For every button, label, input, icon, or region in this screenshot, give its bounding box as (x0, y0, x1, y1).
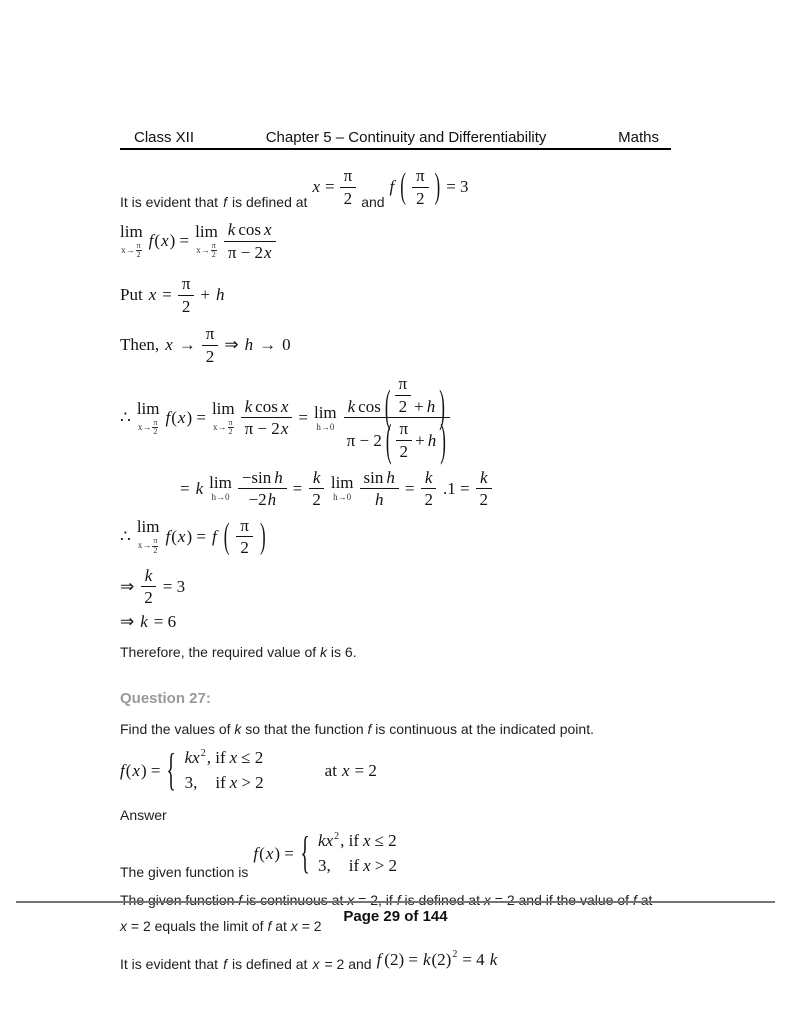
var-h: h (274, 467, 283, 487)
implies-symbol: ⇒ (120, 576, 135, 596)
equation-limit-equals-f (120, 516, 671, 558)
var-f: f (211, 526, 217, 546)
var-f: f (632, 892, 637, 909)
text-fragment: Therefore, the required value of (120, 643, 317, 660)
equation-limit-fx (120, 220, 671, 262)
var-f: f (223, 955, 227, 972)
close-paren-equals: ) = (274, 843, 294, 863)
close-paren-equals: ) = (140, 760, 161, 780)
therefore-symbol: ∴ (120, 526, 131, 546)
numerator-pi: π (236, 516, 253, 538)
limit-operator (120, 223, 143, 260)
conclusion-statement (120, 642, 671, 664)
var-x: x (290, 917, 298, 934)
denominator-2: 2 (211, 250, 216, 260)
math-x-equals-pi-over-2 (312, 166, 356, 208)
limit-subscript-h0 (211, 493, 229, 502)
var-x: x (161, 231, 169, 251)
numerator-pi: π (202, 324, 219, 346)
var-x: x (177, 526, 186, 546)
three-comma: 3, (184, 773, 198, 793)
superscript-2: 2 (200, 747, 206, 759)
fraction-k-2 (140, 566, 157, 608)
open-paren: ( (171, 407, 177, 427)
answer-label: Answer (120, 807, 167, 824)
close-paren-equals: ) = (186, 526, 206, 546)
kx-term: kx (184, 748, 200, 768)
open-paren: ( (400, 166, 406, 206)
gt-2: > 2 (374, 856, 398, 876)
denominator-pi-minus-2x (241, 418, 293, 439)
equation-then-limit (120, 324, 671, 366)
numerator-sin-h (360, 468, 399, 490)
then-word: Then, (120, 335, 160, 355)
comma-if: , if (206, 748, 226, 768)
lim-word: lim (136, 398, 160, 418)
var-f: f (165, 407, 171, 427)
close-paren: ) (259, 515, 266, 556)
var-x: x (265, 843, 274, 863)
fraction-kcosx (241, 397, 293, 439)
denominator-2: 2 (240, 538, 249, 558)
numerator-pi: π (340, 166, 357, 188)
sin-word: sin (363, 467, 384, 487)
numerator-k: k (476, 468, 492, 490)
lim-word: lim (209, 473, 232, 493)
close-paren-equals: ) = (169, 231, 190, 251)
var-f: f (238, 892, 243, 909)
tiny-fraction-pi-2 (152, 419, 158, 437)
var-h: h (426, 396, 436, 416)
big-numerator (344, 374, 450, 432)
paren-2-equals: (2) = (384, 949, 418, 969)
math-f2-equals-4k (377, 950, 498, 970)
header-chapter-title: Chapter 5 – Continuity and Differentiability (265, 129, 547, 146)
text-fragment: It is evident that (120, 194, 219, 211)
piecewise-function (253, 826, 398, 879)
denominator-2: 2 (205, 346, 215, 366)
denominator-2: 2 (343, 188, 353, 208)
open-paren: ( (125, 760, 132, 780)
leq-2: ≤ 2 (241, 748, 264, 768)
limit-subscript-h0 (316, 423, 334, 432)
page-content (0, 129, 791, 972)
numerator-pi: π (153, 417, 158, 427)
open-paren: ( (259, 843, 265, 863)
kx-squared-comma-if (185, 748, 226, 768)
equals: = (180, 478, 190, 498)
implies-symbol: ⇒ (120, 611, 135, 631)
numerator-k: k (421, 468, 437, 490)
equals-3: = 3 (162, 576, 186, 596)
evident-statement-1 (120, 166, 671, 210)
numerator-minus-sin-h (238, 468, 287, 490)
text-fragment: and (361, 194, 385, 211)
open-paren: ( (384, 380, 391, 432)
limit-operator-h (331, 474, 354, 502)
arrow: → (259, 335, 277, 355)
close-paren: ) (439, 380, 445, 432)
equals: = (162, 285, 172, 305)
limit-subscript (213, 419, 234, 437)
zero: 0 (282, 335, 291, 355)
h-to-zero: h→0 (211, 492, 230, 503)
plus: + (414, 396, 424, 416)
piecewise-definition-row (120, 743, 671, 796)
var-x: x (363, 856, 371, 876)
var-x: x (229, 773, 238, 793)
kx-squared-comma-if (318, 831, 359, 851)
case-row-2 (318, 856, 397, 876)
fraction-kcosx (224, 220, 276, 262)
var-f: f (389, 177, 395, 197)
minus-2: −2 (248, 490, 267, 510)
lim-word: lim (330, 473, 354, 493)
var-k: k (227, 220, 236, 240)
case-row-1 (185, 748, 264, 768)
piecewise-cases (185, 748, 264, 793)
text-fragment: is continuous at the indicated point. (375, 720, 594, 737)
denominator-2: 2 (228, 426, 233, 436)
therefore-symbol: ∴ (120, 407, 131, 427)
var-x: x (341, 760, 350, 780)
h-to-zero: h→0 (333, 492, 352, 503)
denominator-h: h (374, 490, 384, 510)
var-x: x (312, 177, 320, 197)
question-statement (120, 719, 671, 741)
limit-subscript (196, 242, 217, 260)
minus-sin: −sin (241, 467, 272, 487)
cos-word: cos (238, 220, 262, 240)
pi-minus-2: π − 2 (346, 430, 382, 450)
close-paren-equals: ) = (186, 407, 206, 427)
fraction-k-2 (420, 468, 437, 510)
plus: + (415, 430, 425, 450)
text-fragment: Find the values of (120, 720, 231, 737)
big-denominator (343, 414, 451, 466)
equation-k-limit-evaluation (180, 468, 671, 510)
denominator-2: 2 (312, 490, 321, 510)
f-of-x-equals (253, 844, 293, 864)
denominator-2: 2 (399, 442, 409, 462)
var-f: f (367, 720, 372, 737)
numerator-pi: π (153, 536, 158, 546)
put-word: Put (120, 285, 143, 305)
lim-word: lim (313, 402, 337, 422)
plus: + (200, 285, 211, 305)
x-arrow: x→ (137, 540, 152, 551)
text-fragment: = 2 and (324, 955, 372, 972)
cos-word: cos (358, 396, 381, 416)
equals-2: = 2 (354, 760, 377, 780)
var-f: f (223, 194, 227, 211)
text-fragment: = 2 equals the limit of (130, 917, 264, 934)
numerator-k: k (141, 566, 157, 588)
var-k: k (320, 643, 328, 660)
numerator-pi: π (412, 166, 429, 188)
dot-one-equals: .1 = (442, 478, 470, 498)
page-footer (16, 901, 775, 925)
text-fragment: so that the function (245, 720, 364, 737)
superscript-2: 2 (334, 830, 340, 842)
text-fragment: is defined at (231, 955, 308, 972)
limit-operator (212, 400, 235, 437)
minus-2h (248, 490, 276, 510)
var-k: k (347, 396, 356, 416)
page-number: Page 29 of 144 (343, 908, 448, 925)
var-h: h (244, 335, 254, 355)
numerator-pi: π (136, 240, 141, 250)
open-paren: ( (154, 231, 161, 251)
fraction-pi-2 (395, 374, 412, 416)
denominator-minus-2h (244, 489, 280, 510)
var-f: f (165, 526, 171, 546)
gt-2: > 2 (241, 773, 264, 793)
tiny-fraction-pi-2 (228, 419, 234, 437)
brace: { (300, 826, 310, 879)
superscript-2: 2 (452, 949, 458, 961)
k-2-squared (423, 950, 457, 970)
case-row-1 (318, 831, 397, 851)
numerator-pi: π (395, 374, 412, 396)
equals: = (404, 478, 415, 498)
f-of-x-equals (149, 231, 189, 251)
given-function-row (120, 826, 671, 881)
numerator-pi: π (211, 240, 216, 250)
equals-3: = 3 (446, 177, 469, 197)
var-k: k (489, 949, 498, 969)
fraction-pi-2 (396, 419, 413, 461)
denominator-2: 2 (479, 490, 489, 510)
fraction-msinh (238, 468, 287, 510)
math-f-pi-2-equals-3 (390, 166, 469, 208)
pi-minus-2x (245, 419, 289, 439)
var-k: k (140, 611, 148, 631)
big-fraction (343, 374, 451, 466)
numerator-pi: π (396, 419, 413, 441)
text-fragment: The given function is (120, 864, 249, 881)
text-fragment: is defined at (231, 194, 308, 211)
limit-subscript (138, 419, 159, 437)
limit-subscript-h0 (333, 493, 351, 502)
var-x: x (280, 396, 289, 416)
var-x: x (263, 242, 272, 262)
var-h: h (267, 490, 277, 510)
open-paren: ( (223, 515, 230, 556)
equation-limit-expansion (120, 374, 671, 466)
fraction-pi-2 (178, 274, 195, 316)
case-row-2 (185, 773, 264, 793)
var-x: x (483, 892, 491, 909)
numerator-pi: π (178, 274, 195, 296)
x-arrow: x→ (137, 421, 152, 432)
three-comma: 3, (318, 856, 331, 876)
equals: = (292, 478, 303, 498)
var-x: x (165, 335, 173, 355)
denominator-2: 2 (398, 396, 408, 416)
var-k: k (234, 720, 242, 737)
var-x: x (264, 220, 272, 240)
brace: { (166, 743, 177, 796)
equals: = (298, 407, 308, 427)
var-f: f (376, 949, 382, 969)
limit-subscript (121, 242, 142, 260)
var-x: x (363, 831, 371, 851)
page-header (120, 129, 671, 150)
text-fragment: at (640, 892, 653, 909)
f-of-x-equals (166, 527, 206, 547)
tiny-fraction-pi-2 (136, 242, 142, 260)
numerator-k: k (309, 468, 325, 490)
limit-operator (137, 518, 160, 555)
limit-operator (195, 223, 218, 260)
var-x: x (347, 892, 355, 909)
numerator-pi: π (228, 417, 233, 427)
fraction-k-2 (308, 468, 325, 510)
equals: = (325, 177, 335, 197)
leq-2: ≤ 2 (374, 831, 397, 851)
at-word: at (324, 760, 337, 780)
var-f: f (396, 892, 401, 909)
x-arrow: x→ (196, 244, 210, 255)
limit-subscript (138, 537, 159, 555)
var-h: h (386, 467, 395, 487)
lim-word: lim (120, 221, 143, 241)
limit-operator-h (314, 404, 337, 432)
x-arrow: x→ (121, 244, 135, 255)
fraction-sinh-h (360, 468, 399, 510)
denominator-2: 2 (144, 588, 153, 608)
var-h: h (427, 430, 437, 450)
fraction-pi-2 (340, 166, 357, 208)
var-k: k (244, 396, 253, 416)
text-fragment: The given function (120, 892, 235, 909)
pi-minus-2: π − 2 (227, 242, 263, 262)
denominator-2: 2 (416, 188, 425, 208)
var-x: x (280, 419, 289, 439)
arrow: → (178, 335, 196, 355)
piecewise-function (120, 743, 264, 796)
tiny-fraction-pi-2 (152, 537, 158, 555)
question-heading: Question 27: (120, 689, 211, 707)
text-fragment: is continuous at (246, 892, 344, 909)
numerator-k-cos-x (224, 220, 276, 242)
pi-minus-2: π − 2 (244, 419, 280, 439)
var-f: f (148, 231, 154, 251)
denominator-2: 2 (424, 490, 433, 510)
f-2-equals (377, 950, 418, 970)
denominator-2: 2 (181, 296, 191, 316)
var-f: f (253, 843, 259, 863)
var-k: k (195, 478, 204, 498)
equals-4: = 4 (462, 949, 485, 969)
denominator-2: 2 (136, 250, 141, 260)
f-of-x-equals (166, 408, 206, 428)
limit-operator-h (209, 474, 232, 502)
var-x: x (148, 285, 157, 305)
fraction-k-2 (476, 468, 493, 510)
var-k: k (422, 949, 431, 969)
lim-word: lim (136, 517, 160, 537)
var-f: f (267, 917, 272, 934)
var-x: x (229, 748, 238, 768)
var-x: x (132, 760, 140, 780)
open-paren: ( (385, 414, 392, 466)
var-x: x (120, 917, 127, 934)
denominator-pi-minus-2x (224, 242, 276, 263)
close-paren: ) (440, 414, 446, 466)
fraction-pi-2 (412, 166, 429, 208)
header-subject: Maths (618, 129, 659, 146)
numerator-k-cos-x (241, 397, 293, 419)
tiny-fraction-pi-2 (211, 242, 217, 260)
equation-k-equals-6 (120, 612, 671, 632)
if-word: if (348, 856, 360, 876)
piecewise-cases (318, 831, 397, 876)
lim-word: lim (195, 221, 218, 241)
header-class: Class XII (134, 129, 195, 146)
equation-k-over-2-equals-3 (120, 566, 671, 608)
evident-statement-2 (120, 950, 671, 972)
x-arrow: x→ (213, 421, 227, 432)
var-h: h (216, 285, 225, 305)
text-fragment: is defined at (404, 892, 480, 909)
text-fragment: = 2, if (358, 892, 393, 909)
f-of-x-equals (120, 761, 160, 781)
cos-word: cos (255, 396, 278, 416)
fraction-pi-2 (202, 324, 219, 366)
at-x-equals-2 (325, 761, 377, 781)
var-x: x (177, 407, 186, 427)
close-paren: ) (434, 166, 441, 206)
limit-operator (137, 400, 160, 437)
var-f: f (120, 760, 125, 780)
text-fragment: = 2 (301, 917, 322, 934)
text-fragment: at (275, 917, 287, 934)
if-word: if (215, 773, 226, 793)
fraction-pi-2 (236, 516, 253, 558)
open-paren: ( (171, 526, 177, 546)
text-fragment: = 2 and if the value of (494, 892, 630, 909)
implies-symbol: ⇒ (224, 335, 239, 355)
text-fragment: It is evident that (120, 955, 219, 972)
var-x: x (312, 955, 320, 972)
kx-term: kx (318, 831, 334, 851)
comma-if: , if (340, 831, 360, 851)
text-fragment: is 6. (330, 643, 357, 660)
equation-put-substitution (120, 274, 671, 316)
paren-2: (2) (431, 949, 452, 969)
equals-6: = 6 (153, 611, 177, 631)
denominator-2: 2 (153, 545, 158, 555)
h-to-zero: h→0 (316, 421, 335, 432)
lim-word: lim (211, 398, 235, 418)
denominator-2: 2 (153, 426, 158, 436)
pi-minus-2x (228, 243, 272, 263)
